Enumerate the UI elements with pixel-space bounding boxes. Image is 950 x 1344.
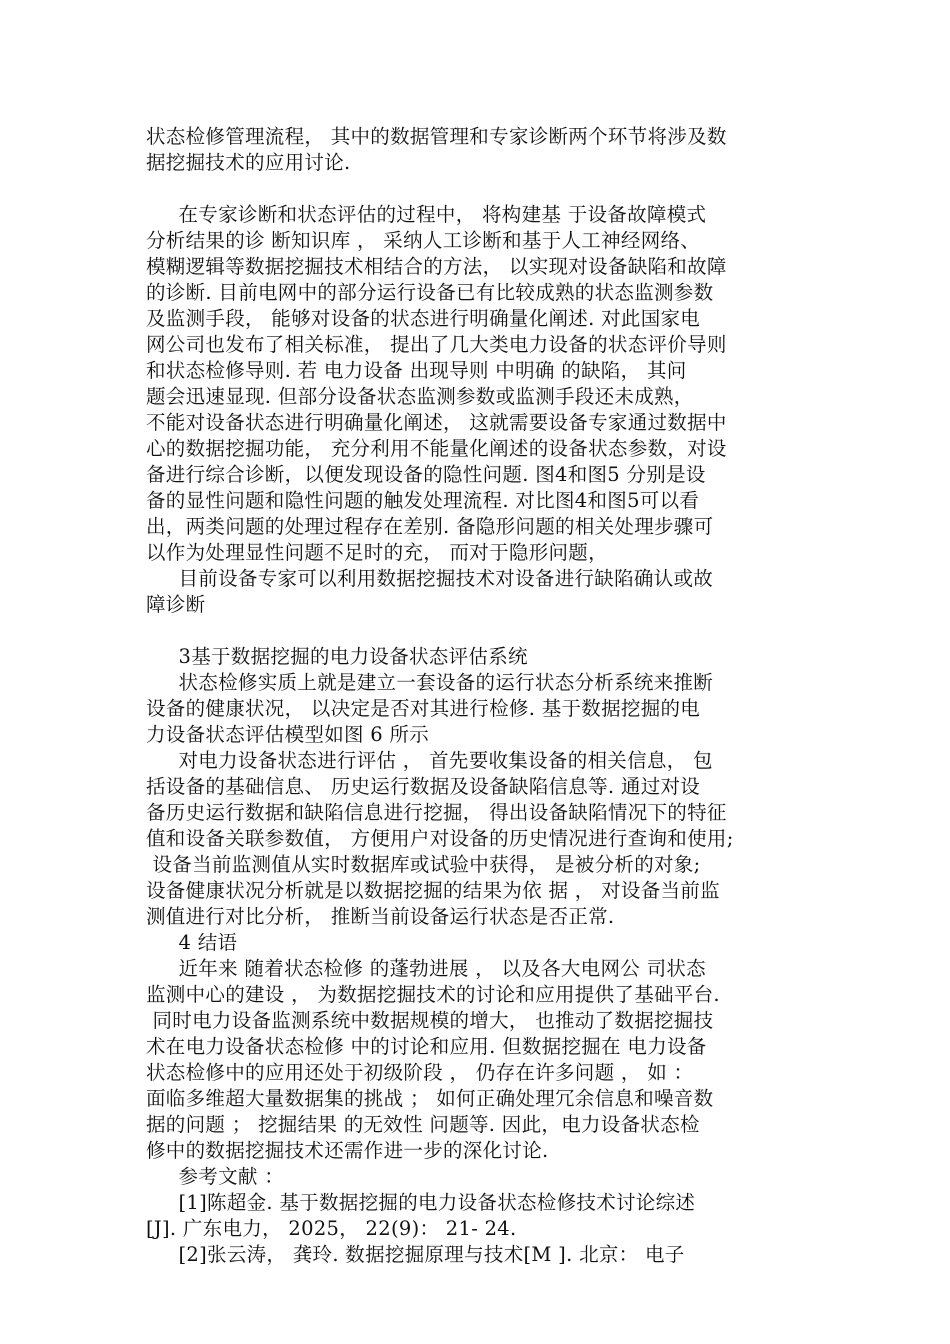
text-line: 状态检修实质上就是建立一套设备的运行状态分析系统来推断 bbox=[146, 671, 714, 694]
text-line: 和状态检修导则. 若 电力设备 出现导则 中明确 的缺陷， 其问 bbox=[146, 359, 687, 382]
reference-item: [J]. 广东电力， 2025， 22(9)： 21- 24. bbox=[146, 1217, 517, 1240]
text-line: 设备的健康状况， 以决定是否对其进行检修. 基于数据挖掘的电 bbox=[146, 697, 701, 720]
text-line: 据的问题 ； 挖掘结果 的无效性 问题等. 因此，电力设备状态检 bbox=[146, 1113, 700, 1136]
text-line: 设备健康状况分析就是以数据挖掘的结果为依 据 ， 对设备当前监 bbox=[146, 879, 720, 902]
section-heading: 4 结语 bbox=[146, 931, 238, 954]
text-line: 在专家诊断和状态评估的过程中， 将构建基 于设备故障模式 bbox=[146, 203, 707, 226]
section-heading: 3基于数据挖掘的电力设备状态评估系统 bbox=[146, 645, 528, 668]
text-line: 备进行综合诊断，以便发现设备的隐性问题. 图4和图5 分别是设 bbox=[146, 463, 706, 486]
text-line: 目前设备专家可以利用数据挖掘技术对设备进行缺陷确认或故 bbox=[146, 567, 714, 590]
reference-item: [2]张云涛， 龚玲. 数据挖掘原理与技术[M ]. 北京： 电子 bbox=[146, 1243, 685, 1266]
text-line: 修中的数据挖掘技术还需作进一步的深化讨论. bbox=[146, 1139, 549, 1162]
text-line: 障诊断 bbox=[146, 593, 206, 616]
text-line: 不能对设备状态进行明确量化阐述， 这就需要设备专家通过数据中 bbox=[146, 411, 727, 434]
text-line: 力设备状态评估模型如图 6 所示 bbox=[146, 723, 430, 746]
text-line: 心的数据挖掘功能， 充分利用不能量化阐述的设备状态参数，对设 bbox=[146, 437, 727, 460]
text-line: 测值进行对比分析， 推断当前设备运行状态是否正常. bbox=[146, 905, 615, 928]
text-line: 状态检修管理流程， 其中的数据管理和专家诊断两个环节将涉及数 bbox=[146, 125, 727, 148]
text-line: 监测中心的建设 ， 为数据挖掘技术的讨论和应用提供了基础平台. bbox=[146, 983, 720, 1006]
text-line: 题会迅速显现. 但部分设备状态监测参数或监测手段还未成熟， bbox=[146, 385, 694, 408]
text-line: 括设备的基础信息、 历史运行数据及设备缺陷信息等. 通过对设 bbox=[146, 775, 701, 798]
text-line: 据挖掘技术的应用讨论. bbox=[146, 151, 351, 174]
text-line: 对电力设备状态进行评估 ， 首先要收集设备的相关信息， 包 bbox=[146, 749, 713, 772]
text-line: 设备当前监测值从实时数据库或试验中获得， 是被分析的对象; bbox=[146, 853, 701, 876]
text-line: 及监测手段， 能够对设备的状态进行明确量化阐述. 对此国家电 bbox=[146, 307, 701, 330]
text-line: 网公司也发布了相关标准， 提出了几大类电力设备的状态评价导则 bbox=[146, 333, 727, 356]
text-line: 模糊逻辑等数据挖掘技术相结合的方法， 以实现对设备缺陷和故障 bbox=[146, 255, 727, 278]
text-line: 状态检修中的应用还处于初级阶段 ， 仍存在许多问题 ， 如 ： bbox=[146, 1061, 694, 1084]
text-line: 分析结果的诊 断知识库 ， 采纳人工诊断和基于人工神经网络、 bbox=[146, 229, 701, 252]
text-line: 术在电力设备状态检修 中的讨论和应用. 但数据挖掘在 电力设备 bbox=[146, 1035, 707, 1058]
references-heading: 参考文献 ： bbox=[146, 1165, 284, 1188]
text-line: 同时电力设备监测系统中数据规模的增大， 也推动了数据挖掘技 bbox=[146, 1009, 714, 1032]
text-line: 值和设备关联参数值， 方便用户对设备的历史情况进行查询和使用; bbox=[146, 827, 734, 850]
text-line: 近年来 随着状态检修 的蓬勃进展 ， 以及各大电网公 司状态 bbox=[146, 957, 706, 980]
text-line: 以作为处理显性问题不足时的充， 而对于隐形问题， bbox=[146, 541, 608, 564]
text-line: 的诊断. 目前电网中的部分运行设备已有比较成熟的状态监测参数 bbox=[146, 281, 714, 304]
reference-item: [1]陈超金. 基于数据挖掘的电力设备状态检修技术讨论综述 bbox=[146, 1191, 696, 1214]
text-line: 备的显性问题和隐性问题的触发处理流程. 对比图4和图5可以看 bbox=[146, 489, 700, 512]
text-line: 面临多维超大量数据集的挑战 ； 如何正确处理冗余信息和噪音数 bbox=[146, 1087, 714, 1110]
text-line: 出，两类问题的处理过程存在差别. 备隐形问题的相关处理步骤可 bbox=[146, 515, 714, 538]
text-line: 备历史运行数据和缺陷信息进行挖掘， 得出设备缺陷情况下的特征 bbox=[146, 801, 727, 824]
